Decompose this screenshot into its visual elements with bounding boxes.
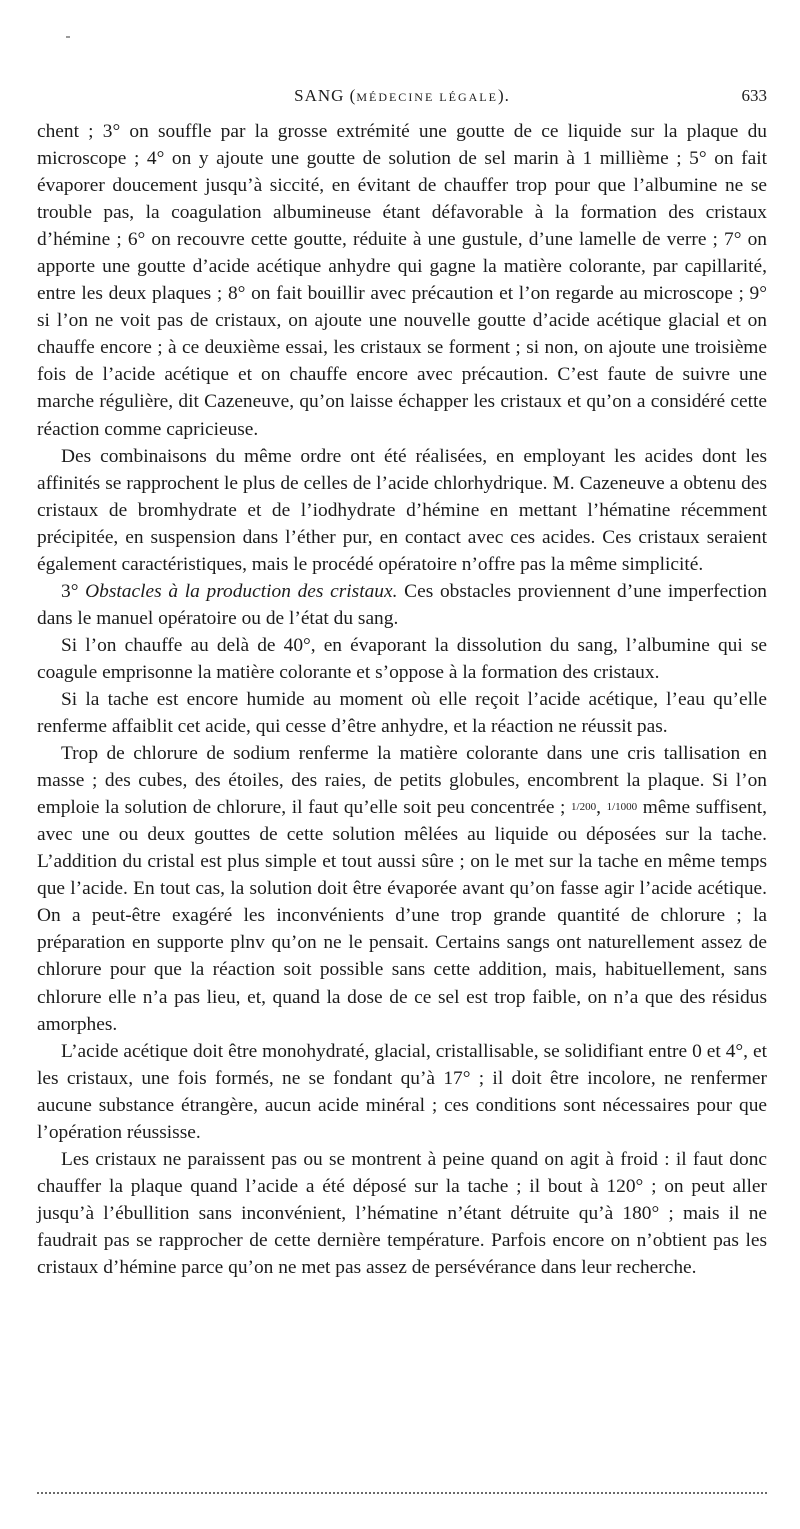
scan-speck: [66, 36, 70, 38]
running-head: [37, 86, 767, 110]
page-number: 633: [741, 86, 767, 105]
fraction-one-two-hundredth: 1/200: [571, 801, 597, 814]
paragraph-procedure-steps: chent ; 3° on souffle par la grosse extrémité une goutte de ce liquide sur la plaque du microscope ; 4° on y ajoute une goutte de solution de sel marin à 1 millième ; 5° on fait évaporer doucement jusqu’à siccité, en évitant de chauffer trop pour que l’albumine ne se trouble pas, la coagulation albumineuse étant défavorable à la formation des cristaux d’hémine ; 6° on recouvre cette goutte, réduite à une gustule, d’une lamelle de verre ; 7° on apporte une goutte d’acide acétique anhydre qui gagne la matière colorante, par capillarité, entre les deux plaques ; 8° on fait bouillir avec précaution et l’on regarde au microscope ; 9° si l’on ne voit pas de cristaux, on ajoute une nouvelle goutte d’acide acétique glacial et on chauffe encore ; à ce deuxième essai, les cristaux se forment ; si non, on ajoute une troisième fois de l’acide acétique et on chauffe encore avec précaution. C’est faute de suivre une marche régulière, dit Cazeneuve, qu’on laisse échapper les cristaux et qu’on a considéré cette réaction comme capricieuse.: [37, 121, 767, 440]
running-title: [37, 86, 767, 106]
chloride-text-start: Trop de chlorure de sodium renferme la matière colorante dans une cris tallisation en masse ; des cubes, des étoiles, des raies, de petits globules, encombrent la plaque. Si l’on emploie la solution de chlorure, il faut qu’elle soit peu concentrée ;: [37, 743, 767, 819]
paragraph-humid-stain: Si la tache est encore humide au moment où elle reçoit l’acide acétique, l’eau qu’elle renferme affaiblit cet acide, qui cesse d’être anhydre, et la réaction ne réussit pas.: [37, 688, 767, 738]
chloride-text-end: même suffisent, avec une ou deux gouttes de cette solution mêlées au liquide ou déposées sur la tache. L’addition du cristal est plus simple et tout aussi sûre ; on le met sur la tache en même temps que l’acide. En tout cas, la solution doit être évaporée avant qu’on fasse agir l’acide acétique. On a peut-être exagéré les inconvénients d’une trop grande quantité de chlorure ; la préparation en supporte plnv qu’on ne le pensait. Certains sangs ont naturellement assez de chlorure pour que la réaction soit possible sans cette addition, mais, habituellement, sans chlorure elle n’a pas lieu, et, quand la dose de ce sel est trop faible, on n’a que des résidus amorphes.: [37, 797, 767, 1035]
fraction-denominator: 200: [579, 801, 597, 814]
section-heading: Obstacles à la production des cristaux.: [85, 580, 398, 602]
paragraph-sodium-chloride: Trop de chlorure de sodium renferme la matière colorante dans une cris tallisation en masse ; des cubes, des étoiles, des raies, de petits globules, encombrent la plaque. Si l’on emploie la solution de chlorure, il faut qu’elle soit peu concentrée ; 1/200, 1/1000 même suffisent, avec une ou deux gouttes de cette solution mêlées au liquide ou déposées sur la tache. L’addition du cristal est plus simple et tout aussi sûre ; on le met sur la tache en même temps que l’acide. En tout cas, la solution doit être évaporée avant qu’on fasse agir l’acide acétique. On a peut-être exagéré les inconvénients d’une trop grande quantité de chlorure ; la préparation en supporte plnv qu’on ne le pensait. Certains sangs ont naturellement assez de chlorure pour que la réaction soit possible sans cette addition, mais, habituellement, sans chlorure elle n’a pas lieu, et, quand la dose de ce sel est trop faible, on n’a que des résidus amorphes.: [37, 743, 767, 1035]
paragraph-heating: Si l’on chauffe au delà de 40°, en évaporant la dissolution du sang, l’albumine qui se coagule emprisonne la matière colorante et s’oppose à la formation des cristaux.: [37, 634, 767, 683]
paragraph-obstacles: [37, 578, 767, 632]
fraction-numerator: 1: [606, 801, 613, 814]
running-title-small-caps: MÉDECINE LÉGALE: [356, 90, 498, 104]
paragraph-heating-plate: Les cristaux ne paraissent pas ou se montrent à peine quand on agit à froid : il faut donc chauffer la plaque quand l’acide a été déposé sur la tache ; il bout à 120° ; on peut aller jusqu’à l’ébullition sans inconvénient, l’hématine n’étant détruite qu’à 180° ; mais il ne faudrait pas se rapprocher de cette dernière température. Parfois encore on n’obtient pas les cristaux d’hémine parce qu’on ne met pas assez de persévérance dans leur recherche.: [37, 1148, 767, 1278]
bottom-dotted-rule: [37, 1492, 767, 1494]
paragraph-acetic-acid: L’acide acétique doit être monohydraté, glacial, cristallisable, se solidifiant entre 0 et 4°, et les cristaux, une fois formés, ne se fondant qu’à 17° ; il doit être incolore, ne renfermer aucune substance étrangère, aucun acide minéral ; ces conditions sont nécessaires pour que l’opération réussisse.: [37, 1040, 767, 1143]
fraction-denominator: 1000: [615, 801, 638, 814]
running-title-end: ).: [497, 86, 510, 105]
fraction-one-thousandth: 1/1000: [606, 801, 638, 814]
paragraph-combinations: Des combinaisons du même ordre ont été réalisées, en employant les acides dont les affinités se rapprochent le plus de celles de l’acide chlorhydrique. M. Cazeneuve a obtenu des cristaux de bromhydrate et de l’iodhydrate d’hémine en mettant l’hématine récemment précipitée, en suspension dans l’éther pur, en contact avec ces acides. Ces cristaux seraient également caractéristiques, mais le procédé opératoire n’offre pas la même simplicité.: [37, 445, 767, 575]
running-title-main: SANG (: [294, 86, 357, 105]
section-number: 3°: [61, 580, 79, 602]
obstacles-text: Ces obstacles proviennent d’une imperfection dans le manuel opératoire ou de l’état du sang.: [37, 580, 767, 629]
fraction-numerator: 1: [571, 801, 577, 814]
body-text: [37, 118, 767, 1281]
